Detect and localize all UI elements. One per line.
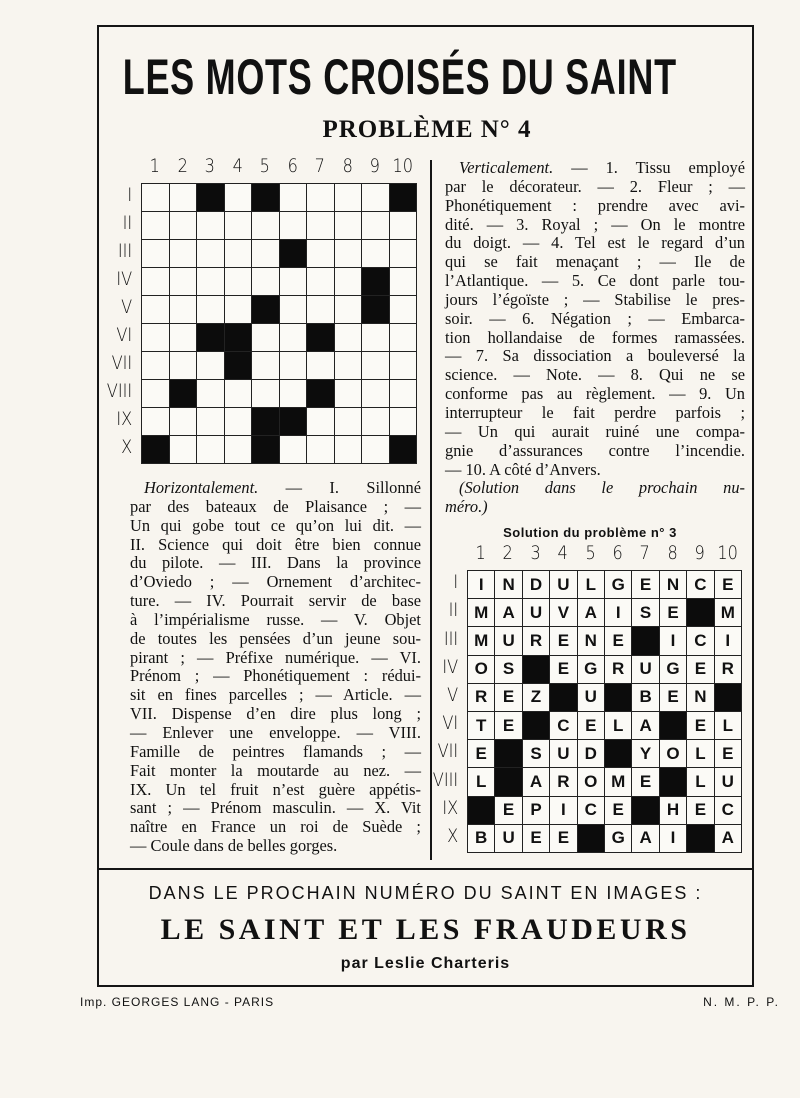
solution-cell: E	[494, 683, 522, 712]
crossword-cell[interactable]	[306, 267, 335, 296]
horizontal-clues	[130, 479, 421, 856]
solution-note: méro.)	[445, 497, 488, 517]
crossword-cell[interactable]	[251, 239, 280, 268]
solution-cell: L	[686, 739, 714, 768]
row-label: X	[121, 436, 133, 458]
column-label: 2	[177, 155, 188, 177]
crossword-cell[interactable]	[389, 295, 418, 324]
crossword-cell[interactable]	[361, 351, 390, 380]
black-square	[714, 683, 742, 712]
black-square	[686, 598, 714, 627]
crossword-cell[interactable]	[196, 351, 225, 380]
black-square	[251, 295, 280, 324]
solution-cell: H	[659, 796, 687, 825]
crossword-cell[interactable]	[141, 295, 170, 324]
clue-text: — I. Sillonné	[285, 478, 421, 497]
solution-cell: U	[631, 655, 659, 684]
solution-cell: E	[714, 570, 742, 599]
column-label: 8	[342, 155, 353, 177]
crossword-cell[interactable]	[196, 239, 225, 268]
row-label: VIII	[106, 380, 133, 402]
crossword-cell[interactable]	[251, 379, 280, 408]
crossword-cell[interactable]	[224, 407, 253, 436]
column-label: 9	[369, 155, 380, 177]
crossword-cell[interactable]	[389, 379, 418, 408]
solution-cell: U	[714, 767, 742, 796]
clue-line: Fait monter la moutarde au nez. —	[130, 760, 421, 780]
crossword-cell[interactable]	[306, 239, 335, 268]
clue-line: par le décorateur. — 2. Fleur ; —	[445, 176, 745, 196]
crossword-cell[interactable]	[334, 239, 363, 268]
column-label: 5	[259, 155, 270, 177]
column-label: 4	[232, 155, 243, 177]
row-label: III	[117, 240, 133, 262]
column-label: 4	[557, 542, 569, 564]
solution-cell: G	[604, 570, 632, 599]
solution-cell: E	[549, 626, 577, 655]
solution-cell: A	[494, 598, 522, 627]
column-label: 1	[475, 542, 486, 564]
crossword-cell[interactable]	[361, 323, 390, 352]
solution-cell: D	[522, 570, 550, 599]
solution-cell: A	[714, 824, 742, 853]
crossword-cell[interactable]	[251, 267, 280, 296]
solution-cell: A	[577, 598, 605, 627]
column-label: 3	[530, 542, 541, 564]
crossword-cell[interactable]	[389, 211, 418, 240]
solution-cell: O	[467, 655, 495, 684]
crossword-cell[interactable]	[279, 267, 308, 296]
crossword-cell[interactable]	[169, 435, 198, 464]
crossword-cell[interactable]	[251, 323, 280, 352]
row-label: IV	[116, 268, 133, 290]
solution-cell: C	[686, 626, 714, 655]
crossword-cell[interactable]	[224, 267, 253, 296]
crossword-cell[interactable]	[361, 435, 390, 464]
clue-line: — Un qui aurait ruiné une compa-	[445, 421, 745, 441]
solution-cell: B	[467, 824, 495, 853]
row-label: VII	[111, 352, 133, 374]
row-label: VI	[442, 712, 459, 735]
solution-cell: S	[494, 655, 522, 684]
printer-credit: Imp. GEORGES LANG - PARIS	[80, 995, 275, 1009]
solution-cell: I	[714, 626, 742, 655]
solution-cell: E	[604, 796, 632, 825]
solution-cell: M	[604, 767, 632, 796]
crossword-cell[interactable]	[279, 295, 308, 324]
crossword-cell[interactable]	[224, 379, 253, 408]
crossword-cell[interactable]	[141, 267, 170, 296]
crossword-cell[interactable]	[141, 183, 170, 212]
solution-cell: C	[577, 796, 605, 825]
crossword-cell[interactable]	[196, 379, 225, 408]
solution-cell: E	[659, 598, 687, 627]
crossword-cell[interactable]	[334, 211, 363, 240]
crossword-cell[interactable]	[141, 379, 170, 408]
solution-cell: E	[631, 767, 659, 796]
crossword-cell[interactable]	[169, 267, 198, 296]
solution-cell: U	[522, 598, 550, 627]
clue-line: naître en France un roi de Suède ;	[130, 817, 421, 837]
solution-cell: D	[577, 739, 605, 768]
solution-cell: I	[659, 824, 687, 853]
clue-line: jours l’égoïste ; — Stabilise le pres-	[445, 289, 745, 309]
row-label: III	[443, 627, 459, 650]
black-square	[494, 767, 522, 796]
crossword-cell[interactable]	[306, 435, 335, 464]
solution-cell: E	[549, 655, 577, 684]
crossword-cell[interactable]	[334, 407, 363, 436]
clue-line: IX. Un tel fruit n’est guère appétis-	[130, 779, 421, 799]
row-label: X	[447, 824, 459, 847]
column-label: 10	[717, 542, 738, 564]
clue-line: conforme pas au règlement. — 9. Un	[445, 384, 745, 404]
solution-cell: I	[467, 570, 495, 599]
clue-line: interrupteur le fait perdre parfois ;	[445, 402, 745, 422]
crossword-cell[interactable]	[279, 183, 308, 212]
black-square	[196, 183, 225, 212]
solution-cell: O	[577, 767, 605, 796]
column-label: 7	[639, 542, 651, 564]
column-label: 7	[314, 155, 325, 177]
solution-cell: N	[686, 683, 714, 712]
solution-cell: L	[467, 767, 495, 796]
solution-cell: M	[467, 626, 495, 655]
clue-heading: Verticalement.	[459, 158, 554, 177]
black-square	[279, 407, 308, 436]
solution-cell: U	[549, 739, 577, 768]
crossword-cell[interactable]	[389, 267, 418, 296]
solution-cell: E	[686, 655, 714, 684]
solution-cell: V	[549, 598, 577, 627]
black-square	[306, 323, 335, 352]
solution-cell: A	[522, 767, 550, 796]
clue-line: d’Oviedo ; — Ornement d’architec-	[130, 572, 421, 592]
black-square	[577, 824, 605, 853]
solution-cell: A	[631, 824, 659, 853]
column-label: 10	[391, 155, 413, 177]
crossword-cell[interactable]	[141, 351, 170, 380]
solution-cell: E	[631, 570, 659, 599]
crossword-cell[interactable]	[141, 239, 170, 268]
black-square	[141, 435, 170, 464]
crossword-cell[interactable]	[169, 323, 198, 352]
crossword-cell[interactable]	[169, 183, 198, 212]
solution-cell: G	[577, 655, 605, 684]
solution-cell: L	[686, 767, 714, 796]
distributor-credit: N. M. P. P.	[703, 995, 780, 1009]
crossword-cell[interactable]	[279, 379, 308, 408]
black-square	[494, 739, 522, 768]
solution-cell: E	[686, 711, 714, 740]
clue-line: sant ; — Prénom masculin. — X. Vit	[130, 798, 421, 818]
crossword-cell[interactable]	[279, 435, 308, 464]
black-square	[659, 711, 687, 740]
crossword-cell[interactable]	[251, 211, 280, 240]
row-label: VII	[437, 740, 459, 763]
solution-cell: E	[522, 824, 550, 853]
clue-line: tion hollandaise de formes ramassées.	[445, 327, 745, 347]
crossword-cell[interactable]	[196, 435, 225, 464]
solution-cell: R	[604, 655, 632, 684]
crossword-cell[interactable]	[361, 183, 390, 212]
column-label: 1	[149, 155, 160, 177]
solution-cell: Z	[522, 683, 550, 712]
clue-line: de toutes les pensées d’un jeune sou-	[130, 628, 421, 648]
solution-cell: R	[467, 683, 495, 712]
black-square	[306, 379, 335, 408]
solution-cell: N	[494, 570, 522, 599]
solution-cell: E	[659, 683, 687, 712]
clue-line: Famille de peintres flamands ; —	[130, 741, 421, 761]
solution-cell: P	[522, 796, 550, 825]
solution-cell: C	[714, 796, 742, 825]
title-text: LES MOTS CROISÉS DU SAINT	[122, 49, 678, 105]
clue-line: — 10. A côté d’Anvers.	[445, 459, 601, 479]
crossword-cell[interactable]	[361, 407, 390, 436]
black-square	[389, 183, 418, 212]
row-label: I	[453, 571, 459, 594]
clue-line: qui se fait menaçant ; — Ile de	[445, 252, 745, 272]
column-label: 6	[612, 542, 623, 564]
crossword-cell[interactable]	[334, 295, 363, 324]
crossword-cell[interactable]	[306, 407, 335, 436]
row-label: I	[127, 184, 133, 206]
solution-title: Solution du problème n° 3	[503, 525, 677, 540]
clue-line: pirant ; — Préfixe numérique. — VI.	[130, 647, 421, 667]
solution-cell: R	[522, 626, 550, 655]
column-label: 8	[667, 542, 678, 564]
solution-cell: E	[604, 626, 632, 655]
black-square	[631, 626, 659, 655]
solution-cell: E	[686, 796, 714, 825]
column-label: 3	[204, 155, 215, 177]
clue-line: sit en fines parcelles ; — Article. —	[130, 685, 421, 705]
row-label: V	[447, 683, 459, 706]
clue-line: par des bateaux de Plaisance ; —	[130, 496, 421, 516]
next-issue-title: LE SAINT ET LES FRAUDEURS	[160, 913, 691, 946]
solution-cell: M	[467, 598, 495, 627]
clue-line: du doigt. — 4. Tel est le regard d’un	[445, 233, 745, 253]
black-square	[659, 767, 687, 796]
row-label: IV	[442, 655, 459, 678]
row-label: II	[122, 212, 133, 234]
crossword-cell[interactable]	[334, 351, 363, 380]
clue-line: — Enlever une enveloppe. — VIII.	[130, 722, 421, 742]
solution-cell: I	[659, 626, 687, 655]
solution-cell: M	[714, 598, 742, 627]
crossword-cell[interactable]	[224, 295, 253, 324]
solution-cell: S	[522, 739, 550, 768]
crossword-cell[interactable]	[196, 211, 225, 240]
solution-cell: C	[549, 711, 577, 740]
black-square	[196, 323, 225, 352]
solution-cell: E	[467, 739, 495, 768]
crossword-cell[interactable]	[169, 295, 198, 324]
black-square	[251, 407, 280, 436]
crossword-cell[interactable]	[334, 183, 363, 212]
clue-line: — Coule dans de belles gorges.	[130, 836, 338, 856]
black-square	[389, 435, 418, 464]
crossword-cell[interactable]	[279, 211, 308, 240]
crossword-cell[interactable]	[196, 295, 225, 324]
clue-line: soir. — 6. Négation ; — Embarca-	[445, 308, 745, 328]
solution-cell: E	[714, 739, 742, 768]
solution-cell: S	[631, 598, 659, 627]
solution-cell: N	[577, 626, 605, 655]
row-label: VIII	[432, 768, 459, 791]
crossword-cell[interactable]	[224, 183, 253, 212]
crossword-cell[interactable]	[361, 379, 390, 408]
solution-cell: Y	[631, 739, 659, 768]
solution-cell: T	[467, 711, 495, 740]
crossword-cell[interactable]	[306, 295, 335, 324]
crossword-cell[interactable]	[251, 351, 280, 380]
crossword-cell[interactable]	[389, 239, 418, 268]
crossword-cell[interactable]	[224, 239, 253, 268]
clue-line: science. — Note. — 8. Qui ne se	[445, 365, 745, 385]
solution-cell: L	[604, 711, 632, 740]
crossword-cell[interactable]	[169, 351, 198, 380]
black-square	[224, 351, 253, 380]
clue-text: — 1. Tissu employé	[571, 158, 745, 177]
solution-cell: G	[604, 824, 632, 853]
solution-cell: L	[714, 711, 742, 740]
row-label: IX	[442, 796, 459, 819]
black-square	[631, 796, 659, 825]
crossword-cell[interactable]	[334, 267, 363, 296]
clue-line: ture. — IV. Pourrait servir de base	[130, 591, 421, 611]
black-square	[549, 683, 577, 712]
black-square	[251, 183, 280, 212]
column-label: 5	[585, 542, 596, 564]
crossword-cell[interactable]	[389, 351, 418, 380]
crossword-cell[interactable]	[334, 323, 363, 352]
crossword-cell[interactable]	[141, 407, 170, 436]
crossword-cell[interactable]	[196, 407, 225, 436]
clue-line: l’Atlantique. — 5. Ce dont parle tou-	[445, 271, 745, 291]
solution-cell: C	[686, 570, 714, 599]
crossword-cell[interactable]	[279, 323, 308, 352]
solution-cell: U	[494, 824, 522, 853]
black-square	[604, 739, 632, 768]
black-square	[467, 796, 495, 825]
crossword-cell[interactable]	[141, 211, 170, 240]
column-label: 2	[502, 542, 514, 564]
clue-line: dité. — 3. Royal ; — On le montre	[445, 214, 745, 234]
solution-cell: G	[659, 655, 687, 684]
black-square	[604, 683, 632, 712]
crossword-cell[interactable]	[196, 267, 225, 296]
column-label: 6	[287, 155, 298, 177]
clue-line: — 7. Sa dissociation a bouleversé la	[445, 346, 745, 366]
row-label: II	[448, 599, 459, 622]
crossword-cell[interactable]	[306, 351, 335, 380]
clue-line: gnie d’assurances contre l’incendie.	[445, 440, 745, 460]
black-square	[361, 295, 390, 324]
crossword-cell[interactable]	[361, 211, 390, 240]
crossword-cell[interactable]	[169, 211, 198, 240]
solution-cell: A	[631, 711, 659, 740]
clue-line: Prénom ; — Phonétiquement : rédui-	[130, 666, 421, 686]
crossword-cell[interactable]	[279, 351, 308, 380]
clue-line	[130, 479, 421, 498]
crossword-cell[interactable]	[141, 323, 170, 352]
section-divider	[97, 868, 754, 870]
solution-cell: E	[549, 824, 577, 853]
column-label: 9	[694, 542, 706, 564]
solution-cell: I	[604, 598, 632, 627]
vertical-clues	[445, 159, 745, 517]
solution-cell: U	[577, 683, 605, 712]
problem-number: PROBLÈME N° 4	[322, 116, 532, 143]
crossword-cell[interactable]	[334, 435, 363, 464]
black-square	[522, 711, 550, 740]
crossword-cell[interactable]	[334, 379, 363, 408]
solution-cell: E	[577, 711, 605, 740]
solution-cell: U	[494, 626, 522, 655]
solution-cell: N	[659, 570, 687, 599]
next-issue-announcement: DANS LE PROCHAIN NUMÉRO DU SAINT EN IMAGES :	[148, 883, 703, 903]
crossword-cell[interactable]	[224, 211, 253, 240]
crossword-cell[interactable]	[224, 435, 253, 464]
black-square	[279, 239, 308, 268]
row-label: IX	[116, 408, 133, 430]
solution-cell: L	[577, 570, 605, 599]
crossword-cell[interactable]	[306, 183, 335, 212]
black-square	[361, 267, 390, 296]
clue-line: VII. Dispense d’en dire plus long ;	[130, 704, 421, 724]
crossword-cell[interactable]	[389, 407, 418, 436]
solution-cell: R	[714, 655, 742, 684]
black-square	[169, 379, 198, 408]
clue-line: Phonétiquement : prendre avec avi-	[445, 195, 745, 215]
solution-cell: U	[549, 570, 577, 599]
black-square	[686, 824, 714, 853]
row-label: VI	[116, 324, 133, 346]
clue-line	[445, 159, 745, 178]
clue-line: Un qui gobe tout ce qu’on lui dit. —	[130, 515, 421, 535]
solution-cell: B	[631, 683, 659, 712]
solution-cell: R	[549, 767, 577, 796]
clue-line: II. Science qui doit être bien connue	[130, 534, 421, 554]
clue-line: du pilote. — III. Dans la province	[130, 553, 421, 573]
clue-heading: Horizontalement.	[144, 478, 259, 497]
crossword-cell[interactable]	[169, 239, 198, 268]
solution-cell: I	[549, 796, 577, 825]
solution-note: (Solution dans le prochain nu-	[459, 478, 745, 498]
page-title	[0, 48, 800, 106]
crossword-cell[interactable]	[361, 239, 390, 268]
black-square	[251, 435, 280, 464]
solution-cell: O	[659, 739, 687, 768]
crossword-cell[interactable]	[169, 407, 198, 436]
crossword-cell[interactable]	[389, 323, 418, 352]
black-square	[224, 323, 253, 352]
clue-line: à l’impérialisme russe. — V. Objet	[130, 609, 421, 629]
next-issue-author: par Leslie Charteris	[340, 955, 511, 972]
black-square	[522, 655, 550, 684]
row-label: V	[121, 296, 133, 318]
solution-cell: E	[494, 711, 522, 740]
crossword-cell[interactable]	[306, 211, 335, 240]
solution-cell: E	[494, 796, 522, 825]
